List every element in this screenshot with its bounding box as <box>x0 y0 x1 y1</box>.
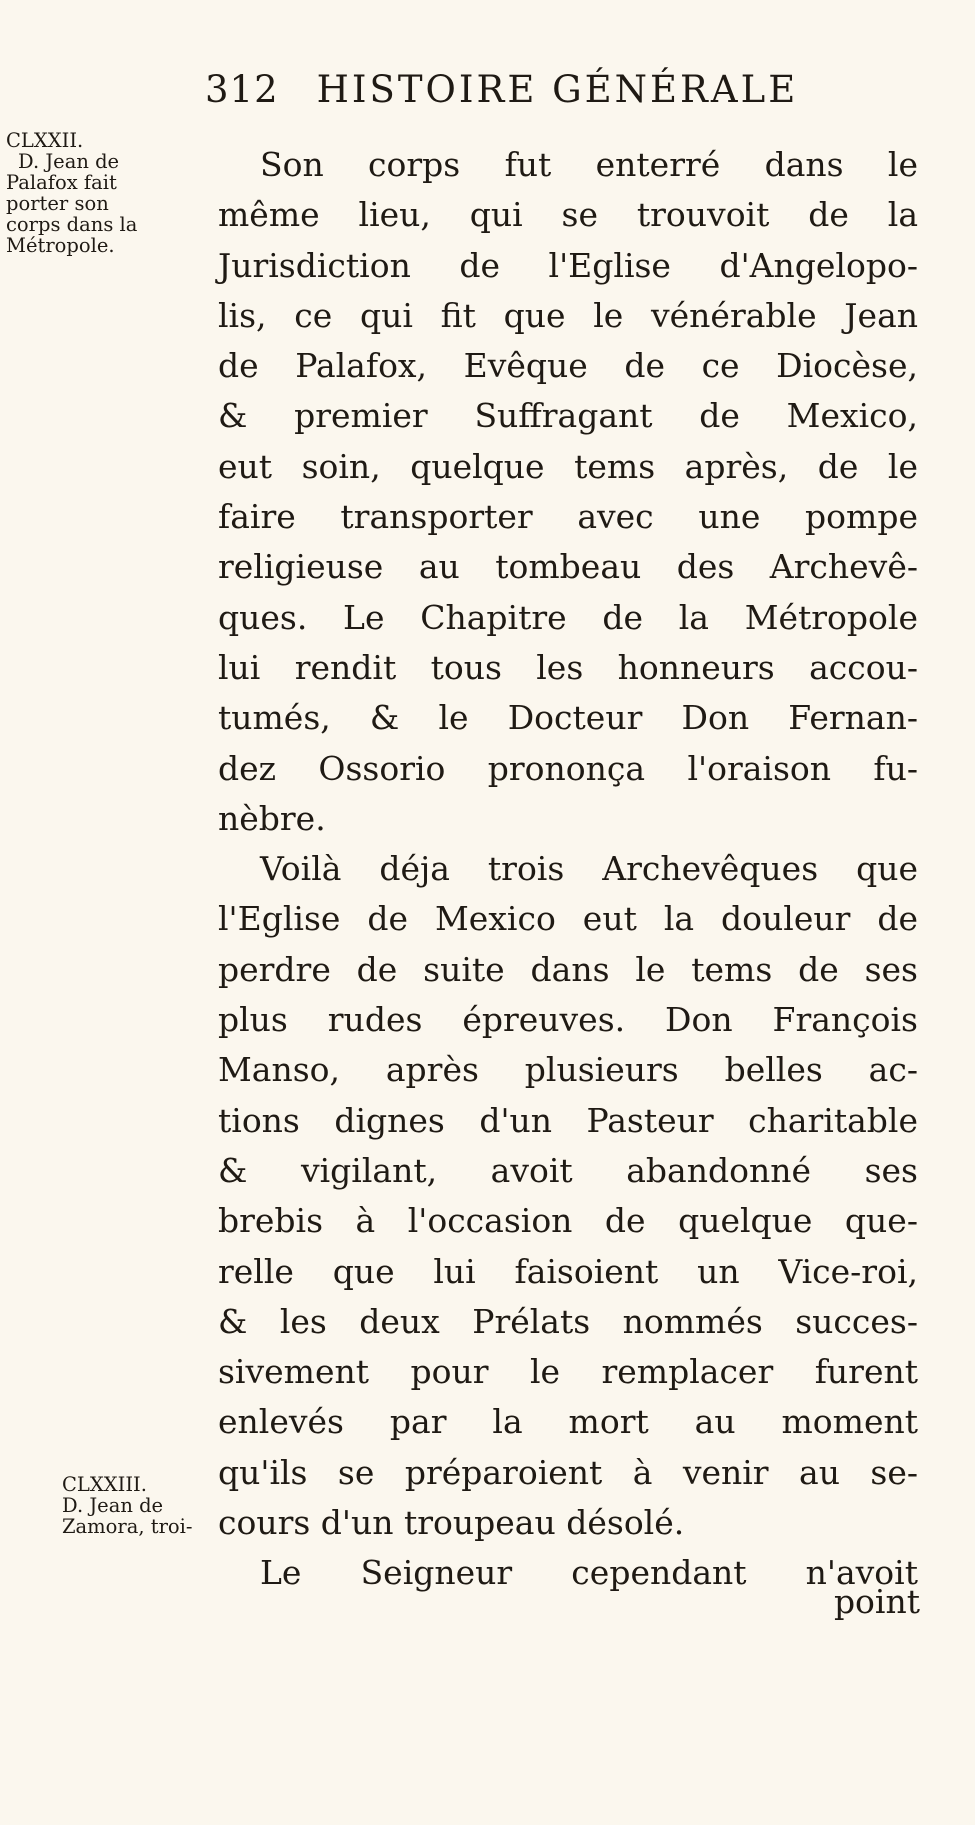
text-line: dez Ossorio prononça l'oraison fu- <box>218 748 918 788</box>
text-line: Son corps fut enterré dans le <box>260 145 918 184</box>
margin-note-line: CLXXIII. <box>62 1473 147 1496</box>
margin-note-line: Zamora, troi- <box>62 1515 193 1538</box>
text-line: ques. Le Chapitre de la Métropole <box>218 597 918 637</box>
text-line: qu'ils se préparoient à venir au se- <box>218 1452 918 1492</box>
text-line: lui rendit tous les honneurs accou- <box>218 647 918 687</box>
text-line: relle que lui faisoient un Vice-roi, <box>218 1251 918 1291</box>
running-title: HISTOIRE GÉNÉRALE <box>316 68 799 111</box>
text-line: cours d'un troupeau désolé. <box>218 1503 685 1543</box>
catchword: point <box>833 1582 920 1621</box>
margin-note-line: corps dans la <box>6 213 138 236</box>
margin-note-line: D. Jean de <box>18 150 120 173</box>
body-text <box>218 140 918 1599</box>
text-line: eut soin, quelque tems après, de le <box>218 446 918 486</box>
text-line: tumés, & le Docteur Don Fernan- <box>218 698 918 738</box>
text-line: brebis à l'occasion de quelque que- <box>218 1201 918 1241</box>
text-line: religieuse au tombeau des Archevê- <box>218 547 918 587</box>
text-line: Le Seigneur cependant n'avoit <box>260 1553 918 1593</box>
text-line: perdre de suite dans le tems de ses <box>218 949 918 989</box>
text-line: Manso, après plusieurs belles ac- <box>218 1050 918 1090</box>
text-line: l'Eglise de Mexico eut la douleur de <box>218 899 918 939</box>
margin-note-line: Métropole. <box>6 234 115 257</box>
text-line: de Palafox, Evêque de ce Diocèse, <box>218 346 918 386</box>
margin-note-line: D. Jean de <box>62 1494 164 1517</box>
page-number: 312 <box>205 68 279 111</box>
text-line: sivement pour le remplacer furent <box>218 1352 918 1392</box>
margin-note-line: CLXXII. <box>6 129 84 152</box>
text-line: nèbre. <box>218 798 326 838</box>
text-line: lis, ce qui fit que le vénérable Jean <box>218 295 918 335</box>
text-line: & vigilant, avoit abandonné ses <box>218 1150 918 1190</box>
text-line: faire transporter avec une pompe <box>218 497 918 537</box>
text-line: Jurisdiction de l'Eglise d'Angelopo- <box>218 245 918 285</box>
margin-note-clxxiii <box>62 1474 237 1537</box>
text-line: même lieu, qui se trouvoit de la <box>218 195 918 235</box>
text-line: & les deux Prélats nommés succes- <box>218 1301 918 1341</box>
margin-note-line: porter son <box>6 192 109 215</box>
text-line: plus rudes épreuves. Don François <box>218 1000 918 1040</box>
margin-note-line: Palafox fait <box>6 171 117 194</box>
text-line: & premier Suffragant de Mexico, <box>218 396 918 436</box>
margin-note-clxxii <box>6 130 211 256</box>
text-line: Voilà déja trois Archevêques que <box>260 849 918 889</box>
running-header <box>205 68 925 111</box>
text-line: tions dignes d'un Pasteur charitable <box>218 1100 918 1140</box>
text-line: enlevés par la mort au moment <box>218 1402 918 1442</box>
